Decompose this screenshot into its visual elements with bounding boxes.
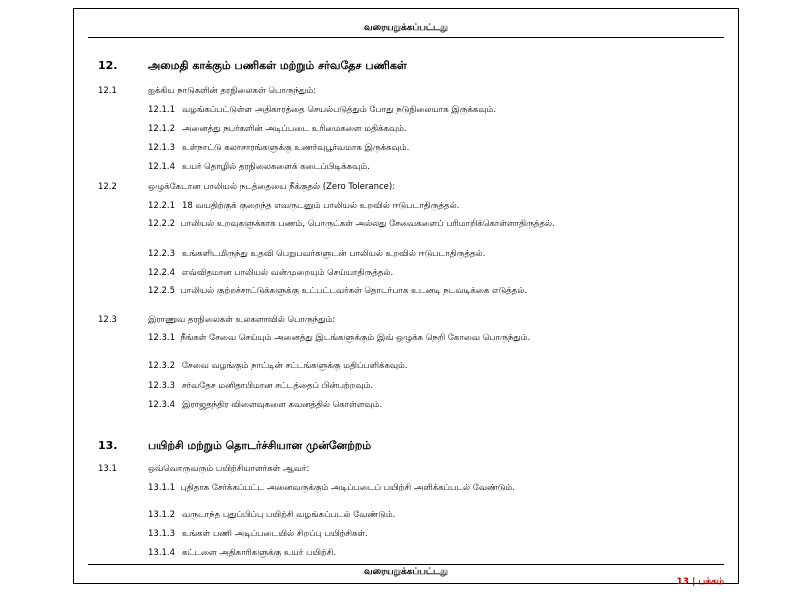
subsection-12-2-number: 12.2 bbox=[98, 182, 117, 192]
subsection-12-2-text: ஒழுக்கேடான பாலியல் நடத்தையை நீக்குதல் (Zero Tolerance): bbox=[148, 182, 396, 192]
subsection-13-1-text: ஒவ்வொருவரும் பயிற்சியாளர்கள் ஆவர்: bbox=[148, 464, 310, 474]
item-12-3-4: 12.3.4 இராஜதந்திர விளைவுகளை கவனத்தில் கொள்ளவும். bbox=[148, 400, 383, 410]
item-12-2-2: 12.2.2 பாலியல் உறவுகளுக்காக பணம், பொருட்கள் அல்லது சேவைகளைப் பரிமாறிக்கொள்ளாதிருத்தல். bbox=[148, 219, 555, 229]
subsection-13-1-number: 13.1 bbox=[98, 464, 117, 474]
document-page bbox=[73, 8, 739, 587]
item-13-1-4: 13.1.4 கட்டளை அதிகாரிகளுக்கு உயர் பயிற்சி. bbox=[148, 548, 337, 558]
item-13-1-3: 13.1.3 உங்கள் பணி அடிப்படையில் சிறப்பு பயிற்சிகள். bbox=[148, 529, 368, 539]
section-12-title: அமைதி காக்கும் பணிகள் மற்றும் சர்வதேச பணிகள் bbox=[148, 59, 407, 72]
item-13-1-2: 13.1.2 வருடாந்த புதுப்பிப்பு பயிற்சி வழங்கப்படல் வேண்டும். bbox=[148, 510, 396, 520]
subsection-12-3-text: இராணுவ தரநிலைகள் உலகளாவில் பொருந்தும்: bbox=[148, 315, 336, 325]
page-footer: வரையறுக்கப்பட்டது bbox=[363, 567, 449, 577]
page-header: வரையறுக்கப்பட்டது bbox=[363, 23, 449, 33]
item-12-1-2: 12.1.2 அனைத்து நபர்களின் அடிப்படை உரிமைகளை மதிக்கவும். bbox=[148, 124, 407, 134]
item-12-1-1: 12.1.1 வழங்கப்பட்டுள்ள அதிகாரத்தை செயல்படுத்தும் போது நடுநிலையாக இருக்கவும். bbox=[148, 105, 497, 115]
item-12-2-3: 12.2.3 உங்களிடமிருந்து உதவி பெறுபவர்களுடன் பாலியல் உறவில் ஈடுபடாதிருத்தல். bbox=[148, 249, 486, 259]
footer-rule bbox=[88, 564, 724, 565]
item-13-1-1: 13.1.1 புதிதாக சேர்க்கப்பட்ட அனைவருக்கும் அடிப்படைப் பயிற்சி அளிக்கப்படல் வேண்டும். bbox=[148, 483, 515, 493]
item-12-3-3: 12.3.3 சர்வதேச மனிதாபிமான சட்டத்தைப் பின்பற்றவும். bbox=[148, 381, 374, 391]
item-12-1-4: 12.1.4 உயர் தொழில் தரநிலைகளைக் கடைப்பிடிக்கவும். bbox=[148, 162, 370, 172]
item-12-3-2: 12.3.2 சேவை வழங்கும் நாட்டின் சட்டங்களுக்கு மதிப்பளிக்கவும். bbox=[148, 361, 408, 371]
item-12-2-5: 12.2.5 பாலியல் குற்றச்சாட்டுக்களுக்கு உட்பட்டவர்கள் தொடர்பாக உடனடி நடவடிக்கை எடுத்தல். bbox=[148, 286, 528, 296]
section-12-number: 12. bbox=[98, 59, 118, 72]
section-13-title: பயிற்சி மற்றும் தொடர்ச்சியான முன்னேற்றம் bbox=[148, 439, 372, 452]
item-12-2-1: 12.2.1 18 வயதிற்குக் குறைந்த எவருடனும் பாலியல் உறவில் ஈடுபடாதிருத்தல். bbox=[148, 201, 460, 211]
header-rule bbox=[88, 37, 724, 38]
item-12-2-4: 12.2.4 எவ்விதமான பாலியல் வன்முறையும் செய்யாதிருத்தல். bbox=[148, 268, 394, 278]
subsection-12-1-text: ஐக்கிய நாடுகளின் தரநிலைகள் பொருந்தும்: bbox=[148, 86, 317, 96]
item-12-1-3: 12.1.3 உள்நாட்டு கலாசாரங்களுக்கு உணர்வுபூர்வமாக இருக்கவும். bbox=[148, 143, 410, 153]
page-number: 13 | பக்கம் bbox=[676, 577, 724, 587]
item-12-3-1: 12.3.1 நீங்கள் சேவை செய்யும் அனைத்து இடங்களுக்கும் இவ் ஒழுக்க நெறி கோவை பொருந்தும். bbox=[148, 333, 531, 343]
section-13-number: 13. bbox=[98, 439, 118, 452]
subsection-12-1-number: 12.1 bbox=[98, 86, 117, 96]
subsection-12-3-number: 12.3 bbox=[98, 315, 117, 325]
